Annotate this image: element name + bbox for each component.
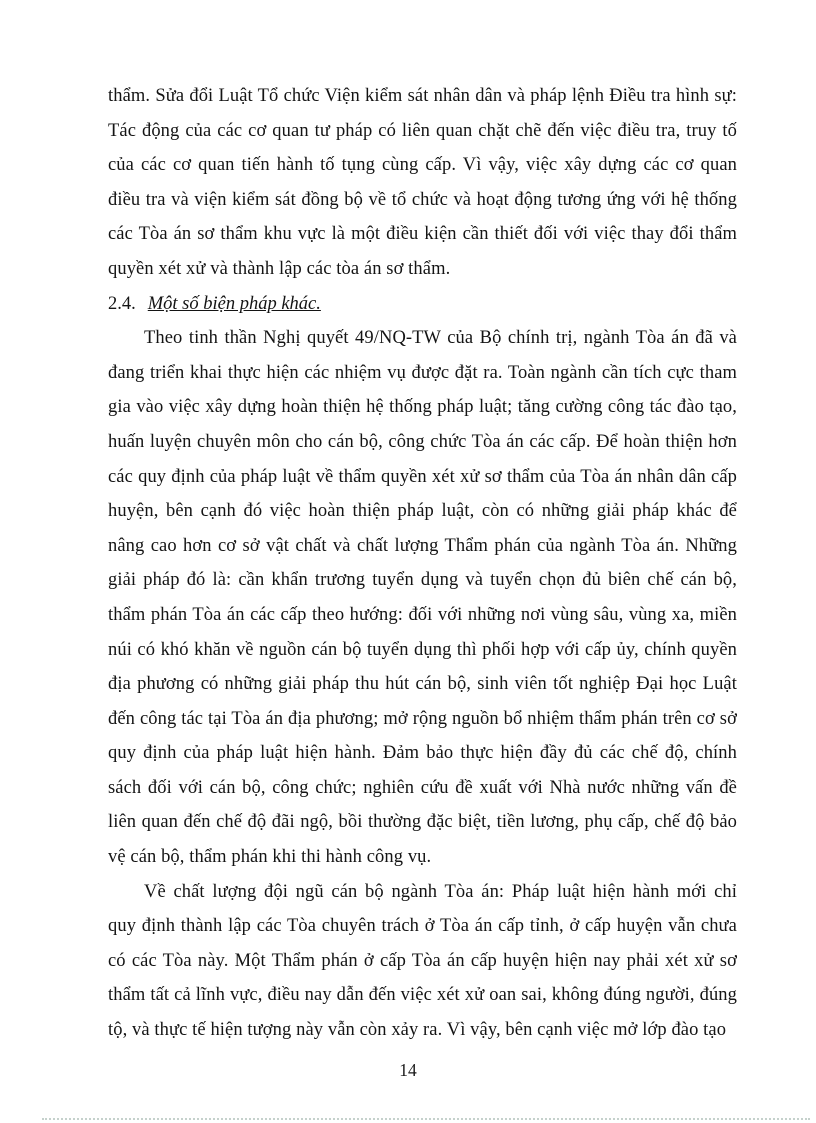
text-line: của các cơ quan tiến hành tố tụng cùng cấp. Vì vậy, việc xây dựng các cơ quan [108, 155, 737, 176]
text-line: đến công tác tại Tòa án địa phương; mở rộng nguồn bổ nhiệm thẩm phán trên cơ sở [108, 708, 737, 729]
text-line: núi có khó khăn về nguồn cán bộ tuyển dụng thì phối hợp với cấp ủy, chính quyền [108, 639, 737, 660]
section-heading-title: Một số biện pháp khác. [147, 293, 321, 314]
text-line: huyện, bên cạnh đó việc hoàn thiện pháp luật, còn có những giải pháp khác để [108, 501, 737, 522]
text-line: địa phương có những giải pháp thu hút cán bộ, sinh viên tốt nghiệp Đại học Luật [108, 674, 737, 695]
text-line: huấn luyện chuyên môn cho cán bộ, công chức Tòa án các cấp. Để hoàn thiện hơn [108, 431, 737, 452]
text-line: các Tòa án sơ thẩm khu vực là một điều kiện cần thiết đối với việc thay đổi thẩm [108, 224, 737, 245]
page-number: 14 [399, 1060, 417, 1080]
text-line: quy định thành lập các Tòa chuyên trách ở Tòa án cấp tỉnh, ở cấp huyện vẫn chưa [108, 916, 737, 937]
page-content [108, 79, 737, 1048]
text-line: liên quan đến chế độ đãi ngộ, bồi thường đặc biệt, tiền lương, phụ cấp, chế độ bảo [108, 812, 737, 833]
text-line: giải pháp đó là: cần khẩn trương tuyển dụng và tuyển chọn đủ biên chế cán bộ, [108, 570, 737, 591]
text-line: thẩm tất cả lĩnh vực, điều nay dẫn đến việc xét xử oan sai, không đúng người, đúng [108, 985, 737, 1006]
text-line: có các Tòa này. Một Thẩm phán ở cấp Tòa án cấp huyện hiện nay phải xét xử sơ [108, 950, 737, 971]
text-line: Theo tinh thần Nghị quyết 49/NQ-TW của Bộ chính trị, ngành Tòa án đã và [144, 328, 737, 349]
text-line: quyền xét xử và thành lập các tòa án sơ thẩm. [108, 258, 451, 279]
text-line: điều tra và viện kiểm sát đồng bộ về tổ chức và hoạt động tương ứng với hệ thống [108, 189, 737, 210]
text-line: Tác động của các cơ quan tư pháp có liên quan chặt chẽ đến việc điều tra, truy tố [108, 120, 737, 141]
text-line: đang triển khai thực hiện các nhiệm vụ được đặt ra. Toàn ngành cần tích cực tham [108, 362, 737, 383]
text-line: thẩm phán Tòa án các cấp theo hướng: đối với những nơi vùng sâu, vùng xa, miền [108, 604, 737, 625]
text-line: thẩm. Sửa đổi Luật Tổ chức Viện kiểm sát nhân dân và pháp lệnh Điều tra hình sự: [108, 86, 737, 106]
text-line: các quy định của pháp luật về thẩm quyền xét xử sơ thẩm của Tòa án nhân dân cấp [108, 466, 737, 487]
paragraph-continuation [108, 79, 737, 287]
text-line: Về chất lượng đội ngũ cán bộ ngành Tòa án: Pháp luật hiện hành mới chỉ [144, 881, 737, 902]
text-line: sách đối với cán bộ, công chức; nghiên cứu đề xuất với Nhà nước những vấn đề [108, 777, 737, 798]
paragraph [108, 875, 737, 1048]
text-line: nâng cao hơn cơ sở vật chất và chất lượng Thẩm phán của ngành Tòa án. Những [108, 535, 737, 556]
text-line: tộ, và thực tế hiện tượng này vẫn còn xảy ra. Vì vậy, bên cạnh việc mở lớp đào tạo [108, 1020, 727, 1041]
text-line: gia vào việc xây dựng hoàn thiện hệ thống pháp luật; tăng cường công tác đào tạo, [108, 397, 737, 418]
section-heading-number: 2.4. [108, 293, 136, 314]
page-footer [0, 1058, 816, 1082]
text-line: quy định của pháp luật hiện hành. Đảm bảo thực hiện đầy đủ các chế độ, chính [108, 743, 737, 764]
paragraph [108, 321, 737, 875]
section-heading [108, 287, 737, 322]
scan-artifact-dotted-line [42, 1118, 810, 1120]
text-line: vệ cán bộ, thẩm phán khi thi hành công vụ. [108, 847, 432, 868]
